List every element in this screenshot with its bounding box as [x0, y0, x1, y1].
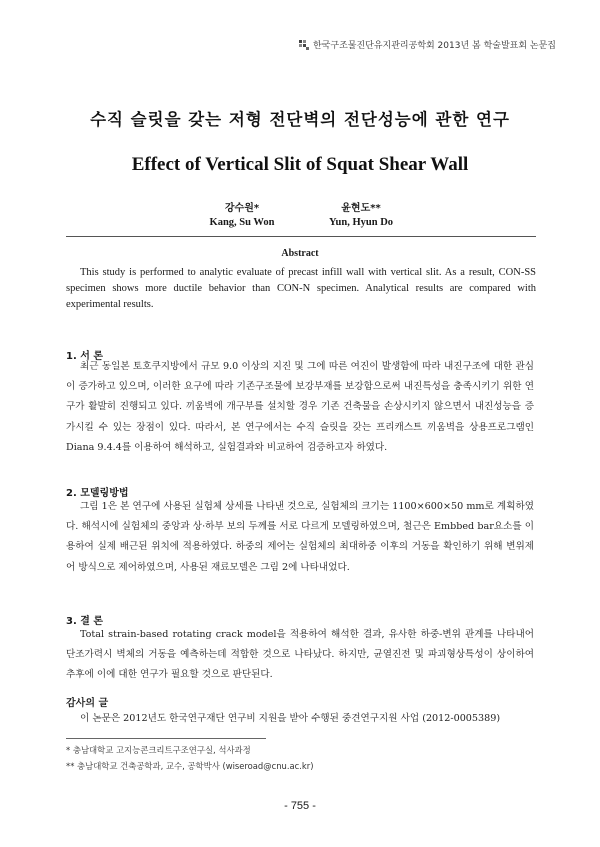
- author-1-english: Kang, Su Won: [209, 217, 275, 228]
- page-number: - 755 -: [284, 800, 316, 812]
- section-1-heading: 1. 서 론: [66, 351, 104, 362]
- section-2-heading: 2. 모델링방법: [66, 488, 129, 499]
- acknowledgement-heading: 감사의 글: [66, 698, 109, 709]
- acknowledgement-text: 이 논문은 2012년도 한국연구재단 연구비 지원을 받아 수행된 중견연구지원 사업 (2012-0005389): [80, 713, 501, 724]
- section-2-text: 그림 1은 본 연구에 사용된 실험체 상세를 나타낸 것으로, 실험체의 크기는 1100×600×50 mm로 계획하였다. 해석시에 실험체의 중앙과 상·하부 보의 두께를 서로 다르게 모델링하였으며, 철근은 Embbed bar요소를 이용하여 실제 배근된 위치에 적용하였다. 하중의 제어는 실험체의 최대하중 이후의 거동을 확인하기 위해 변위제어 방식으로 제어하였으며, 사용된 재료모델은 그림 2에 나타내었다.: [66, 501, 534, 573]
- section-3-text: Total strain-based rotating crack model을 적용하여 해석한 결과, 유사한 하중-변위 관계를 나타내어 단조가력시 벽체의 거동을 예측하는데 적합한 것으로 나타났다. 하지만, 균열진전 및 파괴형상특성이 상이하여 추후에 이에 대한 연구가 필요할 것으로 판단된다.: [66, 629, 534, 681]
- author-2: [291, 199, 431, 228]
- abstract-heading: Abstract: [281, 248, 319, 259]
- journal-name: 한국구조물진단유지관리공학회 2013년 봄 학술발표회 논문집: [312, 41, 556, 51]
- journal-logo-icon: [299, 40, 309, 50]
- journal-header: [299, 38, 556, 51]
- footnote-2: ** 충남대학교 건축공학과, 교수, 공학박사 (wiseroad@cnu.ac.kr): [66, 761, 314, 771]
- title-english: Effect of Vertical Slit of Squat Shear Wall: [131, 154, 469, 175]
- abstract-text: This study is performed to analytic evaluate of precast infill wall with vertical slit. As a result, CON-SS specimen shows more ductile behavior than CON-N specimen. Analytical results are compared with experimental results.: [66, 267, 536, 310]
- author-2-korean: 윤현도**: [341, 203, 381, 214]
- section-1-text: 최근 동일본 토호쿠지방에서 규모 9.0 이상의 지진 및 그에 따른 여진이 발생함에 따라 내진구조에 대한 관심이 증가하고 있으며, 이러한 요구에 따라 기존구조물에 보강부재를 보강함으로써 내진특성을 충족시키기 위한 연구가 활발히 진행되고 있다. 끼움벽에 개구부를 설치할 경우 기존 건축물을 손상시키지 않으면서 내진성능을 증가시킬 수 있는 장점이 있다. 따라서, 본 연구에서는 수직 슬릿을 갖는 프리캐스트 끼움벽을 상용프로그램인 Diana 9.4.4를 이용하여 해석하고, 실험결과와 비교하여 검증하고자 하였다.: [66, 361, 534, 453]
- author-2-english: Yun, Hyun Do: [328, 217, 394, 228]
- title-korean: 수직 슬릿을 갖는 저형 전단벽의 전단성능에 관한 연구: [90, 110, 510, 129]
- title-divider: [66, 236, 536, 237]
- footnote-1: * 충남대학교 고지능콘크리트구조연구실, 석사과정: [66, 745, 251, 755]
- author-1-korean: 강수원*: [224, 203, 260, 214]
- section-3-heading: 3. 결 론: [66, 616, 104, 627]
- footnote-divider: [66, 738, 266, 739]
